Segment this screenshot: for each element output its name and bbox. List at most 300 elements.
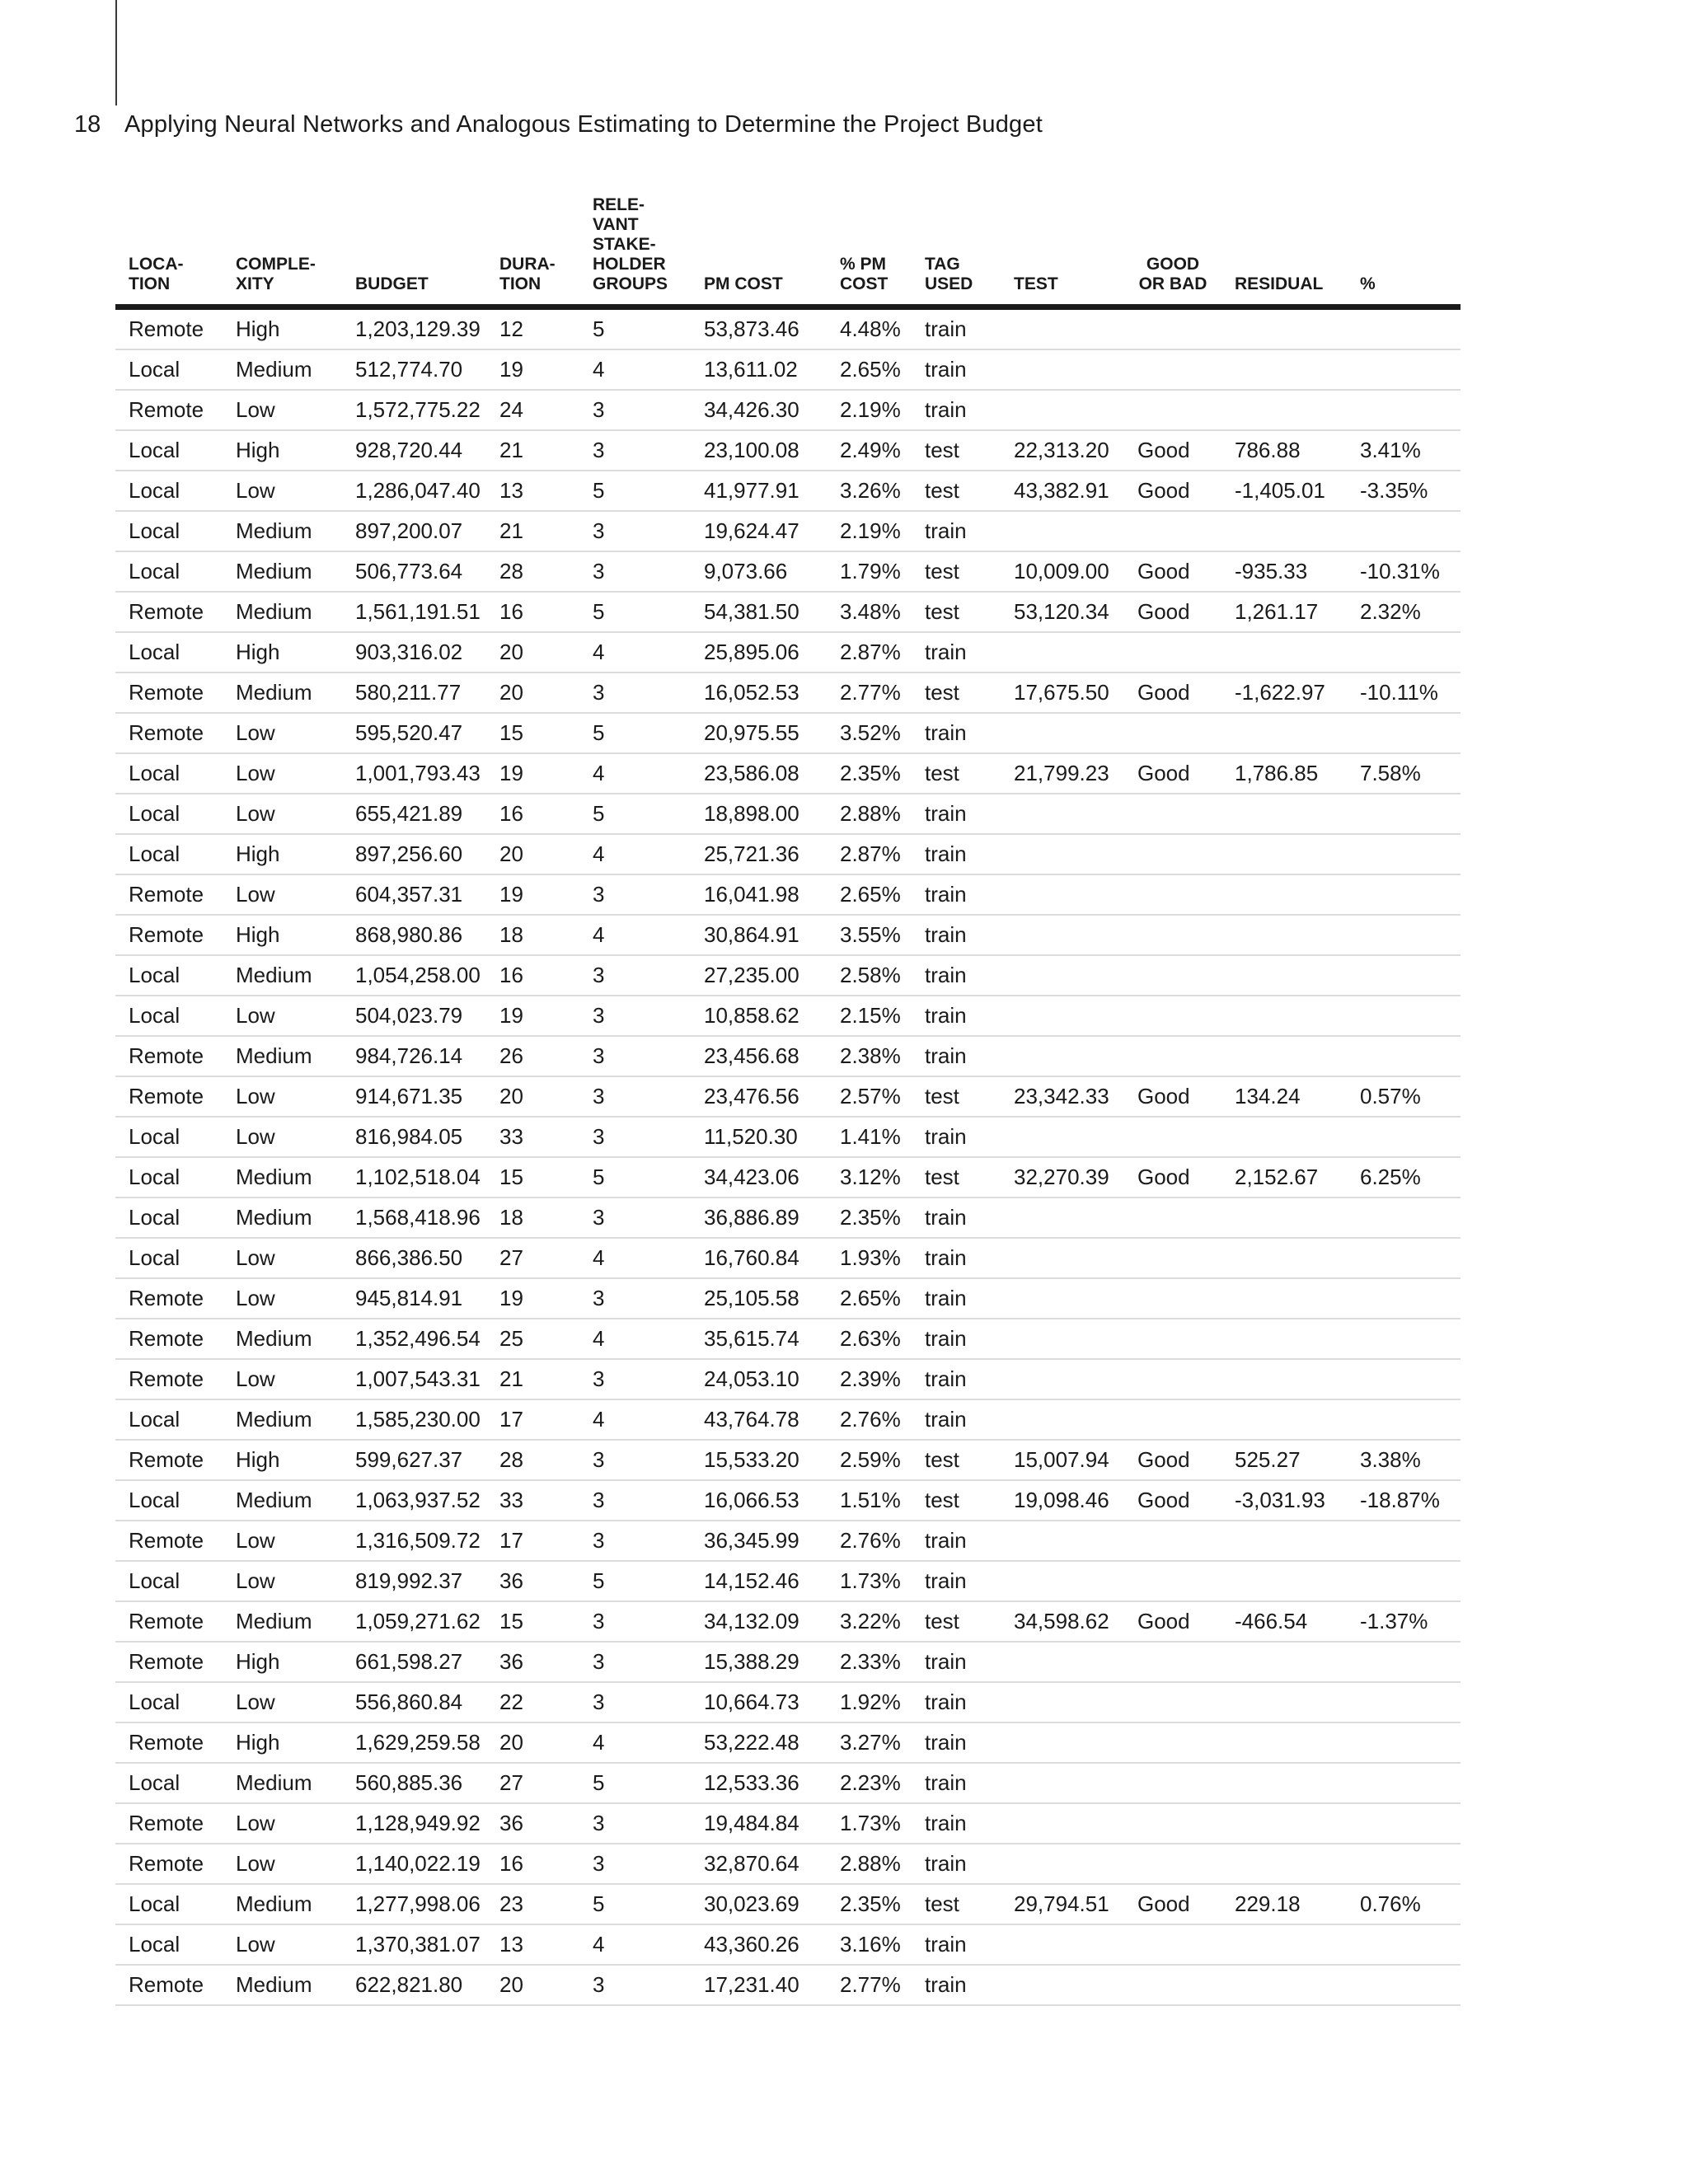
cell-complexity: Low	[223, 874, 342, 915]
cell-good-or-bad	[1124, 1278, 1221, 1319]
cell-tag-used: test	[912, 1884, 1001, 1924]
cell-pm-cost: 16,760.84	[691, 1238, 827, 1278]
cell-duration: 13	[486, 1924, 579, 1965]
cell-location: Local	[115, 1197, 223, 1238]
cell-complexity: High	[223, 1642, 342, 1682]
cell-location: Local	[115, 955, 223, 996]
cell-percent	[1347, 874, 1461, 915]
cell-budget: 622,821.80	[342, 1965, 486, 2005]
cell-good-or-bad: Good	[1124, 1440, 1221, 1480]
cell-percent	[1347, 1197, 1461, 1238]
cell-residual	[1221, 874, 1347, 915]
cell-test	[1001, 1722, 1124, 1763]
cell-test	[1001, 794, 1124, 834]
cell-tag-used: train	[912, 1682, 1001, 1722]
cell-residual	[1221, 1278, 1347, 1319]
cell-residual: 134.24	[1221, 1076, 1347, 1117]
cell-duration: 33	[486, 1480, 579, 1521]
cell-stakeholder-groups: 4	[579, 1319, 691, 1359]
column-header-line: % PM	[840, 255, 887, 274]
column-header-line: LOCA-	[129, 255, 184, 274]
cell-pm-cost: 36,345.99	[691, 1521, 827, 1561]
cell-complexity: Medium	[223, 1601, 342, 1642]
cell-percent	[1347, 390, 1461, 430]
cell-pm-cost-percent: 2.39%	[827, 1359, 912, 1399]
cell-percent: -18.87%	[1347, 1480, 1461, 1521]
cell-stakeholder-groups: 3	[579, 673, 691, 713]
table-row	[115, 1319, 1461, 1359]
cell-test: 43,382.91	[1001, 471, 1124, 511]
cell-pm-cost-percent: 2.87%	[827, 834, 912, 874]
cell-budget: 1,561,191.51	[342, 592, 486, 632]
cell-test	[1001, 1319, 1124, 1359]
cell-pm-cost: 19,624.47	[691, 511, 827, 551]
cell-pm-cost: 32,870.64	[691, 1844, 827, 1884]
cell-complexity: Low	[223, 753, 342, 794]
cell-good-or-bad: Good	[1124, 1076, 1221, 1117]
cell-pm-cost: 10,664.73	[691, 1682, 827, 1722]
cell-test	[1001, 307, 1124, 350]
cell-duration: 27	[486, 1763, 579, 1803]
cell-good-or-bad	[1124, 1561, 1221, 1601]
cell-duration: 20	[486, 834, 579, 874]
cell-pm-cost-percent: 3.16%	[827, 1924, 912, 1965]
cell-complexity: High	[223, 430, 342, 471]
cell-percent	[1347, 1803, 1461, 1844]
cell-stakeholder-groups: 4	[579, 834, 691, 874]
cell-tag-used: train	[912, 511, 1001, 551]
cell-location: Local	[115, 1884, 223, 1924]
cell-pm-cost-percent: 2.23%	[827, 1763, 912, 1803]
cell-pm-cost: 16,052.53	[691, 673, 827, 713]
cell-residual	[1221, 1238, 1347, 1278]
cell-residual	[1221, 349, 1347, 390]
cell-percent: 2.32%	[1347, 592, 1461, 632]
cell-complexity: High	[223, 307, 342, 350]
table-row	[115, 834, 1461, 874]
cell-residual	[1221, 1036, 1347, 1076]
cell-location: Remote	[115, 1076, 223, 1117]
cell-budget: 1,203,129.39	[342, 307, 486, 350]
cell-pm-cost-percent: 2.65%	[827, 874, 912, 915]
cell-pm-cost-percent: 2.77%	[827, 673, 912, 713]
cell-residual	[1221, 1521, 1347, 1561]
cell-pm-cost: 18,898.00	[691, 794, 827, 834]
cell-pm-cost: 43,764.78	[691, 1399, 827, 1440]
cell-complexity: High	[223, 632, 342, 673]
cell-percent	[1347, 1278, 1461, 1319]
cell-pm-cost-percent: 2.19%	[827, 511, 912, 551]
cell-pm-cost-percent: 2.88%	[827, 1844, 912, 1884]
cell-stakeholder-groups: 5	[579, 1157, 691, 1197]
table-row	[115, 1521, 1461, 1561]
column-header-line: %	[1360, 274, 1376, 293]
cell-residual	[1221, 955, 1347, 996]
cell-complexity: Medium	[223, 1197, 342, 1238]
cell-complexity: Medium	[223, 1884, 342, 1924]
cell-residual: -935.33	[1221, 551, 1347, 592]
table-row	[115, 1682, 1461, 1722]
cell-pm-cost: 24,053.10	[691, 1359, 827, 1399]
cell-percent: 7.58%	[1347, 753, 1461, 794]
cell-pm-cost: 17,231.40	[691, 1965, 827, 2005]
cell-budget: 661,598.27	[342, 1642, 486, 1682]
cell-budget: 604,357.31	[342, 874, 486, 915]
cell-good-or-bad	[1124, 1359, 1221, 1399]
cell-pm-cost: 25,895.06	[691, 632, 827, 673]
cell-test: 17,675.50	[1001, 673, 1124, 713]
cell-pm-cost-percent: 2.35%	[827, 753, 912, 794]
cell-complexity: Low	[223, 1803, 342, 1844]
cell-pm-cost: 25,721.36	[691, 834, 827, 874]
cell-complexity: Low	[223, 794, 342, 834]
cell-percent	[1347, 1844, 1461, 1884]
cell-duration: 12	[486, 307, 579, 350]
cell-tag-used: train	[912, 1238, 1001, 1278]
cell-stakeholder-groups: 3	[579, 1117, 691, 1157]
cell-duration: 36	[486, 1642, 579, 1682]
cell-test	[1001, 874, 1124, 915]
cell-test	[1001, 1521, 1124, 1561]
cell-tag-used: test	[912, 1480, 1001, 1521]
cell-tag-used: train	[912, 915, 1001, 955]
cell-complexity: Low	[223, 1561, 342, 1601]
cell-complexity: High	[223, 834, 342, 874]
cell-pm-cost-percent: 1.51%	[827, 1480, 912, 1521]
cell-tag-used: train	[912, 1521, 1001, 1561]
cell-location: Remote	[115, 1722, 223, 1763]
cell-stakeholder-groups: 4	[579, 1399, 691, 1440]
cell-location: Local	[115, 1480, 223, 1521]
cell-budget: 1,352,496.54	[342, 1319, 486, 1359]
cell-pm-cost: 43,360.26	[691, 1924, 827, 1965]
column-header-line: TION	[129, 274, 171, 293]
cell-location: Local	[115, 1157, 223, 1197]
cell-percent	[1347, 955, 1461, 996]
cell-pm-cost-percent: 2.58%	[827, 955, 912, 996]
cell-good-or-bad: Good	[1124, 471, 1221, 511]
cell-residual: -466.54	[1221, 1601, 1347, 1642]
cell-test	[1001, 1682, 1124, 1722]
table-header-row	[115, 195, 1461, 307]
cell-duration: 20	[486, 1722, 579, 1763]
cell-budget: 599,627.37	[342, 1440, 486, 1480]
cell-percent	[1347, 1399, 1461, 1440]
table-row	[115, 996, 1461, 1036]
cell-duration: 16	[486, 1844, 579, 1884]
cell-duration: 23	[486, 1884, 579, 1924]
cell-stakeholder-groups: 3	[579, 390, 691, 430]
cell-complexity: Low	[223, 1521, 342, 1561]
cell-pm-cost-percent: 3.27%	[827, 1722, 912, 1763]
cell-stakeholder-groups: 3	[579, 551, 691, 592]
cell-residual	[1221, 390, 1347, 430]
cell-stakeholder-groups: 3	[579, 1440, 691, 1480]
cell-test: 32,270.39	[1001, 1157, 1124, 1197]
cell-complexity: Medium	[223, 551, 342, 592]
cell-residual	[1221, 1682, 1347, 1722]
cell-percent	[1347, 1319, 1461, 1359]
column-header-line: RESIDUAL	[1235, 274, 1324, 293]
cell-percent: 3.38%	[1347, 1440, 1461, 1480]
cell-percent	[1347, 1722, 1461, 1763]
cell-complexity: Low	[223, 1076, 342, 1117]
cell-good-or-bad: Good	[1124, 551, 1221, 592]
column-header-line: OR BAD	[1138, 274, 1207, 293]
cell-pm-cost-percent: 2.88%	[827, 794, 912, 834]
cell-duration: 16	[486, 794, 579, 834]
cell-budget: 819,992.37	[342, 1561, 486, 1601]
cell-duration: 20	[486, 1076, 579, 1117]
cell-tag-used: test	[912, 430, 1001, 471]
cell-stakeholder-groups: 3	[579, 511, 691, 551]
cell-budget: 580,211.77	[342, 673, 486, 713]
cell-duration: 19	[486, 996, 579, 1036]
cell-percent	[1347, 834, 1461, 874]
cell-duration: 15	[486, 713, 579, 753]
cell-pm-cost: 23,100.08	[691, 430, 827, 471]
cell-residual	[1221, 1319, 1347, 1359]
cell-duration: 17	[486, 1521, 579, 1561]
cell-pm-cost: 53,873.46	[691, 307, 827, 350]
cell-complexity: Low	[223, 996, 342, 1036]
cell-percent: 6.25%	[1347, 1157, 1461, 1197]
cell-tag-used: train	[912, 996, 1001, 1036]
cell-budget: 1,572,775.22	[342, 390, 486, 430]
cell-complexity: Low	[223, 1238, 342, 1278]
cell-pm-cost-percent: 3.55%	[827, 915, 912, 955]
cell-pm-cost-percent: 2.33%	[827, 1642, 912, 1682]
cell-budget: 560,885.36	[342, 1763, 486, 1803]
cell-stakeholder-groups: 3	[579, 1965, 691, 2005]
table-row	[115, 1157, 1461, 1197]
cell-test	[1001, 349, 1124, 390]
cell-stakeholder-groups: 5	[579, 307, 691, 350]
cell-good-or-bad	[1124, 307, 1221, 350]
cell-percent	[1347, 1965, 1461, 2005]
cell-pm-cost: 34,426.30	[691, 390, 827, 430]
cell-stakeholder-groups: 4	[579, 1924, 691, 1965]
cell-test: 53,120.34	[1001, 592, 1124, 632]
cell-test	[1001, 1844, 1124, 1884]
cell-test	[1001, 1965, 1124, 2005]
cell-complexity: High	[223, 1440, 342, 1480]
cell-test	[1001, 1399, 1124, 1440]
cell-location: Local	[115, 511, 223, 551]
cell-test: 21,799.23	[1001, 753, 1124, 794]
cell-good-or-bad: Good	[1124, 430, 1221, 471]
cell-pm-cost: 35,615.74	[691, 1319, 827, 1359]
cell-pm-cost-percent: 2.57%	[827, 1076, 912, 1117]
cell-pm-cost-percent: 1.79%	[827, 551, 912, 592]
cell-pm-cost: 25,105.58	[691, 1278, 827, 1319]
column-header-line: BUDGET	[355, 274, 429, 293]
cell-residual	[1221, 1924, 1347, 1965]
table-row	[115, 1561, 1461, 1601]
cell-tag-used: train	[912, 1965, 1001, 2005]
cell-complexity: Low	[223, 713, 342, 753]
cell-pm-cost: 10,858.62	[691, 996, 827, 1036]
cell-pm-cost: 36,886.89	[691, 1197, 827, 1238]
cell-budget: 556,860.84	[342, 1682, 486, 1722]
cell-tag-used: test	[912, 1076, 1001, 1117]
cell-complexity: Medium	[223, 955, 342, 996]
cell-good-or-bad	[1124, 996, 1221, 1036]
cell-duration: 17	[486, 1399, 579, 1440]
cell-location: Local	[115, 1399, 223, 1440]
cell-tag-used: test	[912, 1601, 1001, 1642]
column-header-budget	[342, 195, 486, 307]
cell-tag-used: train	[912, 1036, 1001, 1076]
cell-stakeholder-groups: 3	[579, 1480, 691, 1521]
cell-stakeholder-groups: 5	[579, 713, 691, 753]
cell-residual: 2,152.67	[1221, 1157, 1347, 1197]
cell-test: 15,007.94	[1001, 1440, 1124, 1480]
cell-complexity: Low	[223, 471, 342, 511]
cell-duration: 19	[486, 349, 579, 390]
cell-tag-used: train	[912, 1642, 1001, 1682]
cell-stakeholder-groups: 4	[579, 915, 691, 955]
cell-duration: 26	[486, 1036, 579, 1076]
table-row	[115, 1601, 1461, 1642]
cell-good-or-bad: Good	[1124, 1157, 1221, 1197]
cell-residual	[1221, 1399, 1347, 1440]
cell-percent	[1347, 713, 1461, 753]
column-header-line: TEST	[1014, 274, 1058, 293]
column-header-line: HOLDER	[593, 255, 666, 274]
cell-pm-cost: 13,611.02	[691, 349, 827, 390]
table-row	[115, 1278, 1461, 1319]
cell-good-or-bad: Good	[1124, 1601, 1221, 1642]
cell-good-or-bad	[1124, 1197, 1221, 1238]
cell-pm-cost-percent: 2.49%	[827, 430, 912, 471]
cell-duration: 15	[486, 1601, 579, 1642]
cell-stakeholder-groups: 3	[579, 1601, 691, 1642]
cell-stakeholder-groups: 5	[579, 794, 691, 834]
cell-location: Local	[115, 1238, 223, 1278]
column-header-tag-used	[912, 195, 1001, 307]
table-body	[115, 307, 1461, 2006]
cell-pm-cost-percent: 3.12%	[827, 1157, 912, 1197]
cell-pm-cost-percent: 1.93%	[827, 1238, 912, 1278]
page-header	[74, 106, 1043, 143]
cell-stakeholder-groups: 3	[579, 1197, 691, 1238]
cell-good-or-bad	[1124, 955, 1221, 996]
column-header-line: VANT	[593, 215, 639, 234]
cell-tag-used: train	[912, 1278, 1001, 1319]
table-row	[115, 1844, 1461, 1884]
cell-residual: -3,031.93	[1221, 1480, 1347, 1521]
cell-location: Local	[115, 632, 223, 673]
cell-tag-used: test	[912, 753, 1001, 794]
cell-complexity: Medium	[223, 1036, 342, 1076]
table-row	[115, 1399, 1461, 1440]
cell-pm-cost-percent: 2.63%	[827, 1319, 912, 1359]
cell-location: Local	[115, 1561, 223, 1601]
cell-tag-used: test	[912, 551, 1001, 592]
cell-percent	[1347, 1924, 1461, 1965]
cell-budget: 1,059,271.62	[342, 1601, 486, 1642]
cell-percent	[1347, 1359, 1461, 1399]
cell-tag-used: test	[912, 673, 1001, 713]
cell-percent	[1347, 1521, 1461, 1561]
table-row	[115, 1924, 1461, 1965]
table-row	[115, 1440, 1461, 1480]
cell-pm-cost-percent: 2.77%	[827, 1965, 912, 2005]
cell-percent	[1347, 1682, 1461, 1722]
cell-good-or-bad: Good	[1124, 673, 1221, 713]
cell-test: 10,009.00	[1001, 551, 1124, 592]
cell-complexity: Medium	[223, 349, 342, 390]
cell-stakeholder-groups: 3	[579, 874, 691, 915]
cell-duration: 19	[486, 874, 579, 915]
cell-budget: 1,102,518.04	[342, 1157, 486, 1197]
table-row	[115, 1763, 1461, 1803]
cell-residual	[1221, 1642, 1347, 1682]
cell-pm-cost-percent: 2.19%	[827, 390, 912, 430]
cell-duration: 25	[486, 1319, 579, 1359]
cell-percent: -10.31%	[1347, 551, 1461, 592]
cell-location: Remote	[115, 592, 223, 632]
cell-duration: 15	[486, 1157, 579, 1197]
cell-percent: -3.35%	[1347, 471, 1461, 511]
cell-good-or-bad	[1124, 390, 1221, 430]
cell-percent	[1347, 307, 1461, 350]
cell-good-or-bad	[1124, 1924, 1221, 1965]
cell-pm-cost: 15,533.20	[691, 1440, 827, 1480]
cell-location: Local	[115, 1117, 223, 1157]
cell-test	[1001, 1238, 1124, 1278]
cell-stakeholder-groups: 5	[579, 1884, 691, 1924]
cell-good-or-bad: Good	[1124, 753, 1221, 794]
cell-complexity: Medium	[223, 1965, 342, 2005]
cell-percent: 0.76%	[1347, 1884, 1461, 1924]
column-header-line: COST	[840, 274, 889, 293]
cell-tag-used: train	[912, 1359, 1001, 1399]
cell-pm-cost-percent: 3.26%	[827, 471, 912, 511]
cell-tag-used: train	[912, 349, 1001, 390]
cell-good-or-bad	[1124, 1722, 1221, 1763]
cell-test	[1001, 1924, 1124, 1965]
cell-duration: 18	[486, 1197, 579, 1238]
cell-residual	[1221, 1117, 1347, 1157]
cell-complexity: Medium	[223, 1319, 342, 1359]
cell-stakeholder-groups: 3	[579, 1682, 691, 1722]
cell-complexity: Low	[223, 1278, 342, 1319]
cell-complexity: Low	[223, 1682, 342, 1722]
cell-tag-used: train	[912, 834, 1001, 874]
table-row	[115, 1197, 1461, 1238]
cell-test	[1001, 632, 1124, 673]
cell-test	[1001, 1117, 1124, 1157]
cell-residual	[1221, 1359, 1347, 1399]
cell-residual	[1221, 996, 1347, 1036]
column-header-pm-cost-percent	[827, 195, 912, 307]
cell-percent	[1347, 1763, 1461, 1803]
cell-residual	[1221, 794, 1347, 834]
cell-pm-cost: 23,586.08	[691, 753, 827, 794]
cell-pm-cost: 9,073.66	[691, 551, 827, 592]
column-header-residual	[1221, 195, 1347, 307]
cell-budget: 1,568,418.96	[342, 1197, 486, 1238]
cell-pm-cost-percent: 2.65%	[827, 1278, 912, 1319]
table-row	[115, 307, 1461, 350]
cell-residual: 1,786.85	[1221, 753, 1347, 794]
cell-good-or-bad	[1124, 1803, 1221, 1844]
cell-duration: 19	[486, 753, 579, 794]
cell-stakeholder-groups: 3	[579, 1278, 691, 1319]
cell-pm-cost-percent: 4.48%	[827, 307, 912, 350]
